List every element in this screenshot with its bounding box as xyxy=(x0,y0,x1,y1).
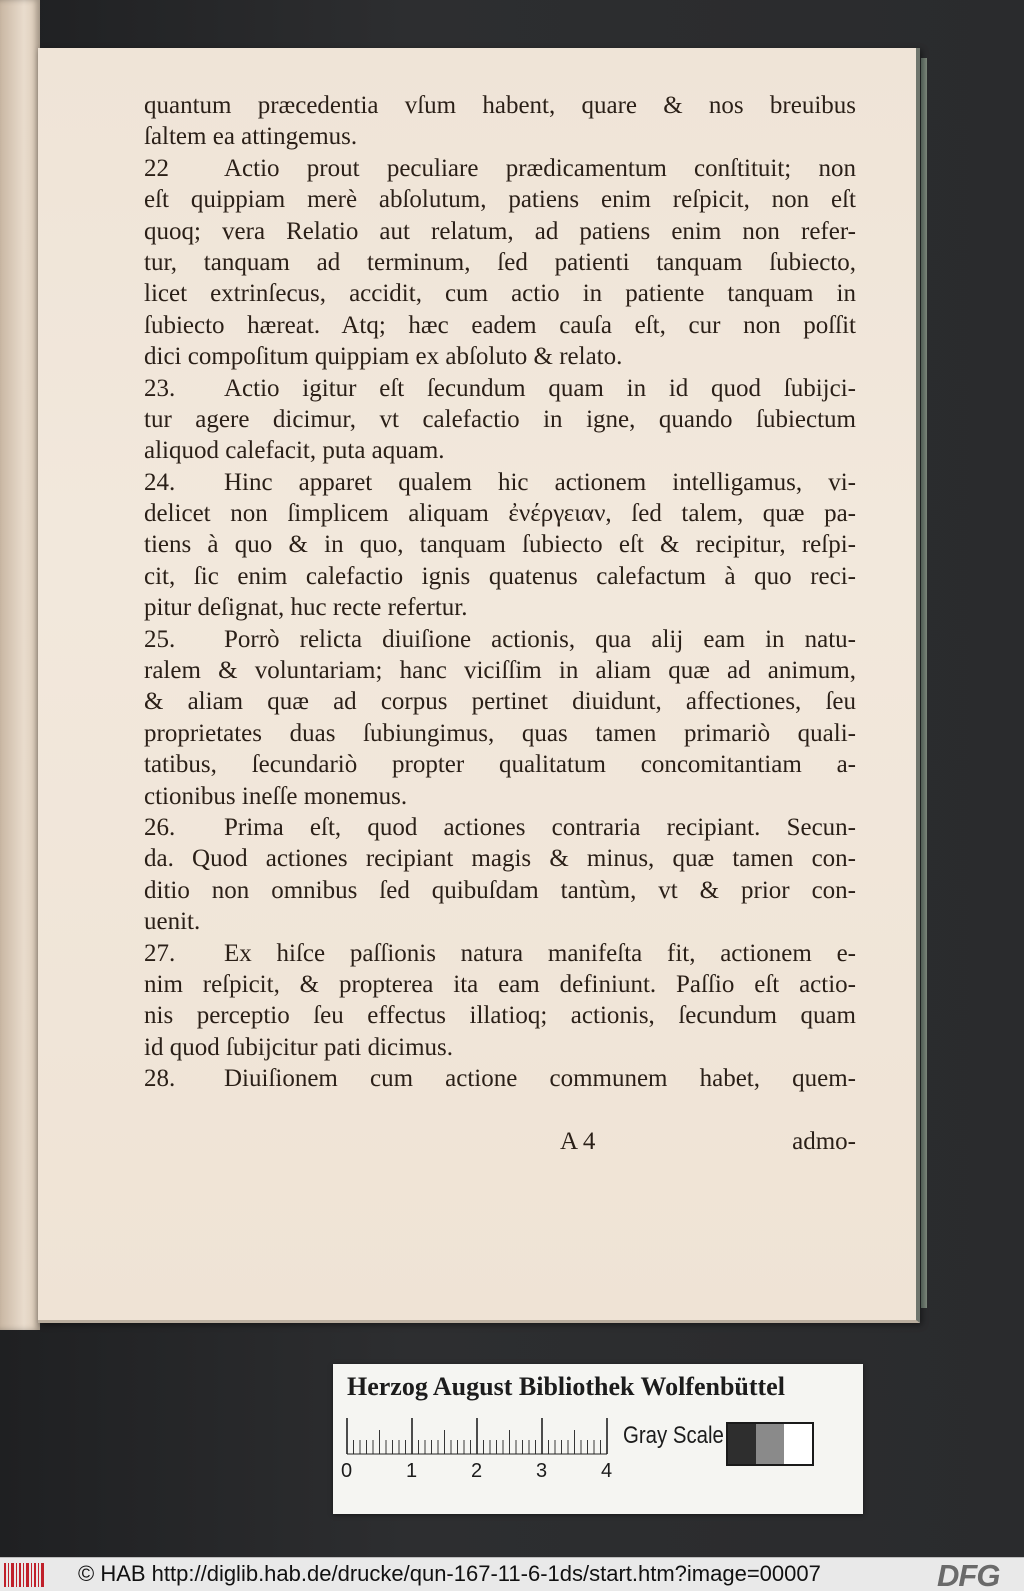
text-line xyxy=(144,812,856,843)
line-text: ctionibus ineſſe monemus. xyxy=(144,782,408,810)
barcode-icon xyxy=(4,1561,46,1589)
text-line xyxy=(144,278,856,309)
text-line xyxy=(144,153,856,184)
line-text: tur agere dicimur, vt calefactio in igne, quando ſubiectum xyxy=(144,405,856,433)
ruler-number: 1 xyxy=(406,1460,418,1482)
text-line xyxy=(144,404,856,435)
line-text: quantum præcedentia vſum habent, quare & nos breuibus xyxy=(144,92,856,119)
catchword: admo- xyxy=(792,1128,856,1155)
line-text: Hinc apparet qualem hic actionem intelligamus, vi- xyxy=(224,468,856,496)
line-text: Diuiſionem cum actione communem habet, quem- xyxy=(224,1065,856,1093)
text-line xyxy=(144,624,856,655)
line-text: Porrò relicta diuiſione actionis, qua alij eam in natu- xyxy=(224,625,856,653)
text-line xyxy=(144,467,856,498)
line-text: cit, ſic enim calefactio ignis quatenus calefactum à quo reci- xyxy=(144,562,856,590)
previous-page-edge xyxy=(0,0,40,1330)
paragraph-number: 23. xyxy=(144,374,176,402)
line-text: id quod ſubijcitur pati dicimus. xyxy=(144,1033,453,1061)
page-text xyxy=(144,90,856,1095)
scale-ruler-icon xyxy=(345,1416,609,1456)
ruler-number: 3 xyxy=(536,1460,548,1482)
paragraph-number: 25. xyxy=(144,625,176,653)
line-text: da. Quod actiones recipiant magis & minus, quæ tamen con- xyxy=(144,845,856,873)
line-text: ditio non omnibus ſed quibuſdam tantùm, vt & prior con- xyxy=(144,876,856,904)
text-line xyxy=(144,498,856,529)
text-line xyxy=(144,1063,856,1094)
line-text: Prima eſt, quod actiones contraria recipiant. Secun- xyxy=(224,813,856,841)
text-line xyxy=(144,906,856,937)
line-text: ſubiecto hæreat. Atq; hæc eadem cauſa eſt, cur non poſſit xyxy=(144,311,856,339)
text-line xyxy=(144,655,856,686)
grayscale-swatch xyxy=(756,1424,784,1464)
line-text: Actio igitur eſt ſecundum quam in id quod ſubijci- xyxy=(224,374,856,402)
text-line xyxy=(144,216,856,247)
line-text: eſt quippiam merè abſolutum, patiens enim reſpicit, non eſt xyxy=(144,186,856,214)
text-line xyxy=(144,749,856,780)
line-text: tatibus, ſecundariò propter qualitatum concomitantiam a- xyxy=(144,751,856,779)
line-text: Ex hiſce paſſionis natura manifeſta fit, actionem e- xyxy=(224,939,856,967)
text-line xyxy=(144,781,856,812)
grayscale-swatch xyxy=(784,1424,812,1464)
text-line xyxy=(144,875,856,906)
text-line xyxy=(144,843,856,874)
text-line xyxy=(144,373,856,404)
grayscale-swatches xyxy=(726,1422,814,1466)
page-stack-edge xyxy=(921,58,927,1308)
text-line xyxy=(144,121,856,152)
line-text: quoq; vera Relatio aut relatum, ad patiens enim non refer- xyxy=(144,217,856,245)
line-text: tur, tanquam ad terminum, ſed patienti tanquam ſubiecto, xyxy=(144,248,856,276)
line-text: delicet non ſimplicem aliquam ἐνέργειαν, ſed talem, quæ pa- xyxy=(144,500,856,528)
text-line xyxy=(144,718,856,749)
ruler-number: 2 xyxy=(471,1460,483,1482)
line-text: Actio prout peculiare prædicamentum conſtituit; non xyxy=(224,154,856,182)
text-line xyxy=(144,184,856,215)
dfg-logo: DFG xyxy=(937,1558,1000,1591)
line-text: nis perceptio ſeu effectus illatioq; actionis, ſecundum quam xyxy=(144,1002,856,1030)
line-text: tiens à quo & in quo, tanquam ſubiecto eſt & recipitur, reſpi- xyxy=(144,531,856,559)
line-text: nim reſpicit, & propterea ita eam definiunt. Paſſio eſt actio- xyxy=(144,970,856,998)
grayscale-label: Gray Scale xyxy=(623,1422,724,1449)
ruler-number: 0 xyxy=(341,1460,353,1482)
paragraph-number: 26. xyxy=(144,813,176,841)
text-line xyxy=(144,529,856,560)
text-line xyxy=(144,561,856,592)
line-text: aliquod calefacit, puta aquam. xyxy=(144,437,445,465)
library-name: Herzog August Bibliothek Wolfenbüttel xyxy=(347,1372,785,1401)
book-page xyxy=(38,48,920,1323)
viewer-footer xyxy=(0,1557,1024,1591)
line-text: ſaltem ea attingemus. xyxy=(144,123,358,151)
text-line xyxy=(144,1000,856,1031)
text-line xyxy=(144,969,856,1000)
text-line xyxy=(144,938,856,969)
grayscale-swatch xyxy=(728,1424,756,1464)
line-text: licet extrinſecus, accidit, cum actio in patiente tanquam in xyxy=(144,280,856,308)
paragraph-number: 22 xyxy=(144,154,169,182)
line-text: dici compoſitum quippiam ex abſoluto & relato. xyxy=(144,343,623,371)
text-line xyxy=(144,90,856,121)
library-label-card xyxy=(333,1364,863,1514)
text-line xyxy=(144,1032,856,1063)
ruler-number: 4 xyxy=(601,1460,613,1482)
line-text: ralem & voluntariam; hanc viciſſim in aliam quæ ad animum, xyxy=(144,657,856,685)
text-line xyxy=(144,686,856,717)
text-line xyxy=(144,435,856,466)
text-line xyxy=(144,592,856,623)
line-text: uenit. xyxy=(144,908,201,936)
text-line xyxy=(144,310,856,341)
paragraph-number: 24. xyxy=(144,468,176,496)
page-footer-line xyxy=(144,1128,856,1160)
copyright-link[interactable]: © HAB http://diglib.hab.de/drucke/qun-167-11-6-1ds/start.htm?image=00007 xyxy=(78,1561,821,1586)
paragraph-number: 28. xyxy=(144,1065,176,1093)
ruler-numbers xyxy=(341,1460,621,1488)
line-text: proprietates duas ſubiungimus, quas tamen primariò quali- xyxy=(144,719,856,747)
signature-mark: A 4 xyxy=(560,1128,596,1155)
text-line xyxy=(144,341,856,372)
text-line xyxy=(144,247,856,278)
paragraph-number: 27. xyxy=(144,939,176,967)
line-text: & aliam quæ ad corpus pertinet diuidunt, affectiones, ſeu xyxy=(144,688,856,716)
line-text: pitur deſignat, huc recte refertur. xyxy=(144,594,468,622)
